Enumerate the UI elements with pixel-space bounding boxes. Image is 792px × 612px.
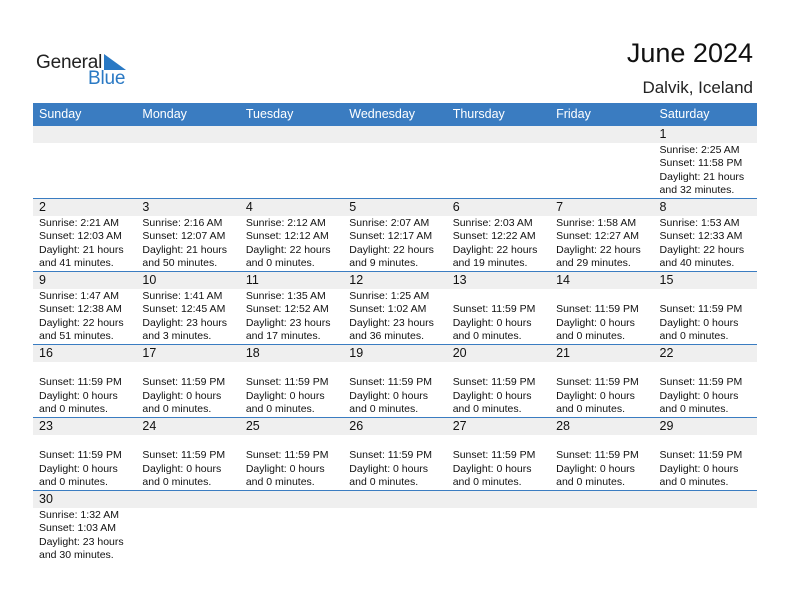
- day-info-line: Daylight: 0 hours: [452, 462, 532, 475]
- day-info-line: Daylight: 0 hours: [556, 316, 635, 329]
- day-number: [240, 491, 343, 508]
- day-info-line: [349, 436, 446, 449]
- week-row: [33, 126, 757, 199]
- day-info-line: and 19 minutes.: [452, 256, 528, 269]
- day-info-line: Sunset: 11:59 PM: [556, 449, 639, 462]
- day-info-line: Sunset: 11:59 PM: [349, 449, 432, 462]
- day-info-line: [142, 436, 239, 449]
- day-info-line: Daylight: 21 hours: [659, 170, 745, 183]
- day-info-line: Sunrise: 2:21 AM: [39, 217, 119, 229]
- day-info-line: Daylight: 0 hours: [659, 316, 739, 329]
- day-info-line: and 9 minutes.: [349, 256, 419, 269]
- day-number: 23: [39, 419, 53, 433]
- day-cell: [550, 362, 653, 417]
- day-info-line: Sunset: 12:03 AM: [39, 230, 122, 243]
- day-info-line: and 0 minutes.: [556, 475, 625, 488]
- weekday-header-sunday: Sunday: [39, 107, 82, 121]
- day-cell: [550, 508, 653, 563]
- day-info-line: and 0 minutes.: [556, 329, 625, 342]
- day-number: 19: [349, 346, 364, 360]
- day-info-line: Daylight: 0 hours: [245, 462, 325, 475]
- day-cell: [447, 143, 550, 198]
- day-cell: [447, 508, 550, 563]
- day-info-line: Daylight: 21 hours: [39, 243, 124, 256]
- day-info-line: Sunrise: 2:07 AM: [349, 217, 430, 229]
- day-cell: [654, 508, 757, 563]
- day-info-line: Daylight: 23 hours: [245, 316, 331, 329]
- day-info-line: Sunset: 11:59 PM: [659, 376, 743, 389]
- day-info-line: Sunrise: 1:41 AM: [142, 290, 223, 302]
- day-info-line: and 0 minutes.: [452, 329, 522, 342]
- day-cell: [136, 143, 239, 198]
- day-info-line: Sunset: 12:45 AM: [142, 303, 226, 316]
- day-info-line: Daylight: 23 hours: [39, 535, 124, 548]
- day-cell: [550, 143, 653, 198]
- day-info-line: Sunrise: 2:12 AM: [245, 217, 326, 229]
- day-info-line: Daylight: 22 hours: [452, 243, 538, 256]
- day-number: 9: [39, 273, 46, 287]
- day-number: 11: [245, 273, 259, 287]
- day-info-line: [556, 363, 653, 376]
- day-info-line: Daylight: 0 hours: [659, 462, 739, 475]
- day-info-line: and 0 minutes.: [39, 475, 108, 488]
- day-info-line: Daylight: 0 hours: [142, 462, 222, 475]
- day-info-line: Daylight: 0 hours: [142, 389, 222, 402]
- day-cell: [447, 435, 550, 490]
- day-info-line: Daylight: 0 hours: [245, 389, 325, 402]
- day-info-line: Sunset: 12:33 AM: [659, 230, 743, 243]
- day-info-line: and 0 minutes.: [452, 475, 522, 488]
- weekday-header-friday: Friday: [556, 107, 591, 121]
- day-cell: [240, 508, 343, 563]
- day-info-line: Daylight: 0 hours: [659, 389, 739, 402]
- logo-word-general: General: [36, 52, 103, 73]
- day-cell: [550, 289, 653, 344]
- day-number: 7: [556, 200, 564, 214]
- week-date-strip: [33, 272, 757, 289]
- day-number: 3: [142, 200, 150, 214]
- day-info-line: Sunset: 11:59 PM: [556, 376, 639, 389]
- weekday-header-thursday: Thursday: [452, 107, 505, 121]
- day-info-line: Daylight: 22 hours: [659, 243, 745, 256]
- day-info-line: and 0 minutes.: [659, 475, 729, 488]
- day-info-line: and 41 minutes.: [39, 256, 114, 269]
- week-details: [33, 289, 757, 344]
- day-info-line: Daylight: 0 hours: [556, 389, 635, 402]
- day-info-line: [453, 363, 550, 376]
- week-date-strip: [33, 418, 757, 435]
- day-number: 29: [659, 419, 674, 433]
- day-number: 1: [659, 127, 667, 141]
- day-cell: [343, 362, 446, 417]
- day-info-line: and 0 minutes.: [39, 402, 108, 415]
- day-number: [136, 126, 239, 143]
- day-info-line: Sunrise: 1:58 AM: [556, 217, 637, 229]
- day-info-line: and 0 minutes.: [245, 402, 315, 415]
- calendar-weeks: [33, 126, 757, 563]
- day-info-line: and 29 minutes.: [556, 256, 631, 269]
- day-info-line: Sunset: 1:02 AM: [349, 303, 427, 316]
- day-info-line: and 50 minutes.: [142, 256, 218, 269]
- day-number: 13: [452, 273, 467, 287]
- day-info-line: Sunrise: 2:16 AM: [142, 217, 223, 229]
- day-info-line: and 0 minutes.: [349, 402, 419, 415]
- day-info-line: Sunset: 11:59 PM: [659, 303, 743, 316]
- day-number: [343, 491, 446, 508]
- day-cell: [136, 435, 239, 490]
- day-info-line: Sunset: 12:52 AM: [245, 303, 329, 316]
- day-number: [550, 491, 653, 508]
- day-cell: [136, 289, 239, 344]
- week-row: [33, 418, 757, 491]
- day-info-line: and 51 minutes.: [39, 329, 114, 342]
- day-info-line: [246, 436, 343, 449]
- calendar-grid: [33, 103, 757, 563]
- day-info-line: [660, 436, 757, 449]
- day-number: 14: [556, 273, 571, 287]
- day-number: 8: [659, 200, 667, 214]
- day-info-line: [660, 363, 757, 376]
- day-info-line: Daylight: 0 hours: [349, 462, 429, 475]
- brand-logo: [36, 50, 146, 90]
- day-info-line: [453, 436, 550, 449]
- day-info-line: Sunset: 12:07 AM: [142, 230, 226, 243]
- day-number: 21: [556, 346, 571, 360]
- day-info-line: Daylight: 22 hours: [39, 316, 124, 329]
- day-info-line: and 36 minutes.: [349, 329, 424, 342]
- week-row: [33, 345, 757, 418]
- day-info-line: Sunset: 12:27 AM: [556, 230, 639, 243]
- day-info-line: and 0 minutes.: [556, 402, 625, 415]
- day-number: 5: [349, 200, 357, 214]
- day-number: [240, 126, 343, 143]
- week-date-strip: [33, 345, 757, 362]
- day-info-line: Sunset: 11:59 PM: [452, 303, 536, 316]
- day-cell: [136, 508, 239, 563]
- day-info-line: and 0 minutes.: [659, 329, 729, 342]
- day-info-line: Daylight: 0 hours: [452, 316, 532, 329]
- day-info-line: Sunset: 12:22 AM: [452, 230, 536, 243]
- day-number: 22: [659, 346, 674, 360]
- day-cell: [33, 508, 136, 563]
- day-info-line: Sunset: 11:59 PM: [556, 303, 639, 316]
- day-info-line: Daylight: 0 hours: [349, 389, 429, 402]
- week-details: [33, 216, 757, 271]
- day-number: 30: [39, 492, 53, 506]
- day-cell: [136, 362, 239, 417]
- day-info-line: [39, 363, 136, 376]
- day-info-line: and 32 minutes.: [659, 183, 735, 196]
- day-cell: [33, 289, 136, 344]
- calendar-location: Dalvik, Iceland: [642, 78, 753, 97]
- day-cell: [550, 435, 653, 490]
- day-info-line: Sunrise: 1:53 AM: [659, 217, 740, 229]
- day-cell: [654, 362, 757, 417]
- day-cell: [343, 289, 446, 344]
- day-number: 28: [556, 419, 571, 433]
- day-cell: [240, 362, 343, 417]
- week-date-strip: [33, 199, 757, 216]
- day-info-line: [556, 290, 653, 303]
- day-info-line: and 0 minutes.: [452, 402, 522, 415]
- day-cell: [654, 216, 757, 271]
- day-cell: [447, 289, 550, 344]
- day-cell: [33, 435, 136, 490]
- day-info-line: [453, 290, 550, 303]
- day-info-line: and 0 minutes.: [142, 402, 212, 415]
- day-info-line: Daylight: 0 hours: [452, 389, 532, 402]
- day-info-line: Sunset: 11:59 PM: [39, 449, 122, 462]
- day-number: 27: [452, 419, 467, 433]
- day-number: 6: [452, 200, 460, 214]
- day-number: [447, 491, 550, 508]
- day-info-line: and 0 minutes.: [349, 475, 419, 488]
- day-info-line: Daylight: 22 hours: [245, 243, 331, 256]
- week-row: [33, 272, 757, 345]
- day-info-line: and 40 minutes.: [659, 256, 735, 269]
- day-cell: [654, 143, 757, 198]
- day-info-line: Sunset: 11:59 PM: [39, 376, 122, 389]
- day-info-line: Sunrise: 2:03 AM: [452, 217, 533, 229]
- day-info-line: and 3 minutes.: [142, 329, 212, 342]
- day-cell: [343, 216, 446, 271]
- day-cell: [447, 216, 550, 271]
- day-info-line: and 0 minutes.: [659, 402, 729, 415]
- day-number: [343, 126, 446, 143]
- day-number: 24: [142, 419, 157, 433]
- day-info-line: Daylight: 22 hours: [349, 243, 434, 256]
- day-number: 17: [142, 346, 157, 360]
- day-info-line: and 17 minutes.: [245, 329, 321, 342]
- day-number: 12: [349, 273, 364, 287]
- day-info-line: Daylight: 22 hours: [556, 243, 641, 256]
- day-info-line: Sunrise: 1:32 AM: [39, 509, 119, 521]
- day-cell: [136, 216, 239, 271]
- day-info-line: Sunrise: 1:35 AM: [245, 290, 326, 302]
- day-info-line: [142, 363, 239, 376]
- day-info-line: Sunset: 12:38 AM: [39, 303, 122, 316]
- day-info-line: Sunset: 12:17 AM: [349, 230, 433, 243]
- day-cell: [654, 435, 757, 490]
- day-info-line: [39, 436, 136, 449]
- day-info-line: Daylight: 0 hours: [39, 462, 118, 475]
- day-info-line: Daylight: 23 hours: [142, 316, 228, 329]
- weekday-header-wednesday: Wednesday: [349, 107, 416, 121]
- day-info-line: Sunset: 11:59 PM: [452, 449, 536, 462]
- day-number: 26: [349, 419, 364, 433]
- week-details: [33, 508, 757, 563]
- day-number: 10: [142, 273, 157, 287]
- day-cell: [550, 216, 653, 271]
- day-info-line: Sunrise: 2:25 AM: [659, 144, 740, 156]
- day-cell: [240, 143, 343, 198]
- day-info-line: Sunset: 12:12 AM: [245, 230, 329, 243]
- day-cell: [33, 362, 136, 417]
- day-info-line: Sunset: 11:59 PM: [245, 449, 329, 462]
- day-cell: [240, 289, 343, 344]
- day-number: 15: [659, 273, 674, 287]
- week-row: [33, 199, 757, 272]
- day-number: [33, 126, 136, 143]
- day-info-line: Daylight: 23 hours: [349, 316, 434, 329]
- day-info-line: [246, 363, 343, 376]
- week-details: [33, 362, 757, 417]
- day-number: 16: [39, 346, 53, 360]
- weekday-header-tuesday: Tuesday: [245, 107, 294, 121]
- day-info-line: Sunset: 11:59 PM: [245, 376, 329, 389]
- day-info-line: Sunset: 11:59 PM: [659, 449, 743, 462]
- day-info-line: Sunset: 11:59 PM: [142, 376, 226, 389]
- day-number: 20: [452, 346, 467, 360]
- day-info-line: Daylight: 0 hours: [556, 462, 635, 475]
- day-cell: [343, 435, 446, 490]
- day-info-line: Daylight: 0 hours: [39, 389, 118, 402]
- weekday-header-saturday: Saturday: [659, 107, 710, 121]
- week-details: [33, 435, 757, 490]
- day-number: 18: [245, 346, 260, 360]
- day-info-line: Sunset: 1:03 AM: [39, 522, 117, 535]
- day-cell: [447, 362, 550, 417]
- day-number: [550, 126, 653, 143]
- day-number: [654, 491, 757, 508]
- day-cell: [654, 289, 757, 344]
- day-cell: [343, 508, 446, 563]
- day-info-line: Sunset: 11:58 PM: [659, 157, 743, 170]
- day-info-line: Sunset: 11:59 PM: [142, 449, 226, 462]
- day-cell: [33, 143, 136, 198]
- day-info-line: [660, 290, 757, 303]
- weekday-header-row: [33, 103, 757, 126]
- day-info-line: Sunrise: 1:47 AM: [39, 290, 119, 302]
- day-number: [136, 491, 239, 508]
- day-cell: [240, 435, 343, 490]
- day-info-line: and 0 minutes.: [142, 475, 212, 488]
- week-details: [33, 143, 757, 198]
- day-info-line: Sunset: 11:59 PM: [349, 376, 432, 389]
- day-info-line: [556, 436, 653, 449]
- day-info-line: [349, 363, 446, 376]
- week-row: [33, 491, 757, 563]
- day-cell: [240, 216, 343, 271]
- weekday-header-monday: Monday: [142, 107, 187, 121]
- day-number: [447, 126, 550, 143]
- day-number: 25: [245, 419, 260, 433]
- day-info-line: and 0 minutes.: [245, 256, 315, 269]
- day-info-line: and 30 minutes.: [39, 548, 114, 561]
- week-date-strip: [33, 491, 757, 508]
- day-cell: [343, 143, 446, 198]
- day-info-line: and 0 minutes.: [245, 475, 315, 488]
- day-cell: [33, 216, 136, 271]
- day-number: 2: [39, 200, 46, 214]
- week-date-strip: [33, 126, 757, 143]
- logo-word-blue: Blue: [88, 68, 126, 89]
- day-number: 4: [245, 200, 253, 214]
- day-info-line: Sunrise: 1:25 AM: [349, 290, 430, 302]
- calendar-title: June 2024: [626, 38, 753, 68]
- day-info-line: Sunset: 11:59 PM: [452, 376, 536, 389]
- day-info-line: Daylight: 21 hours: [142, 243, 228, 256]
